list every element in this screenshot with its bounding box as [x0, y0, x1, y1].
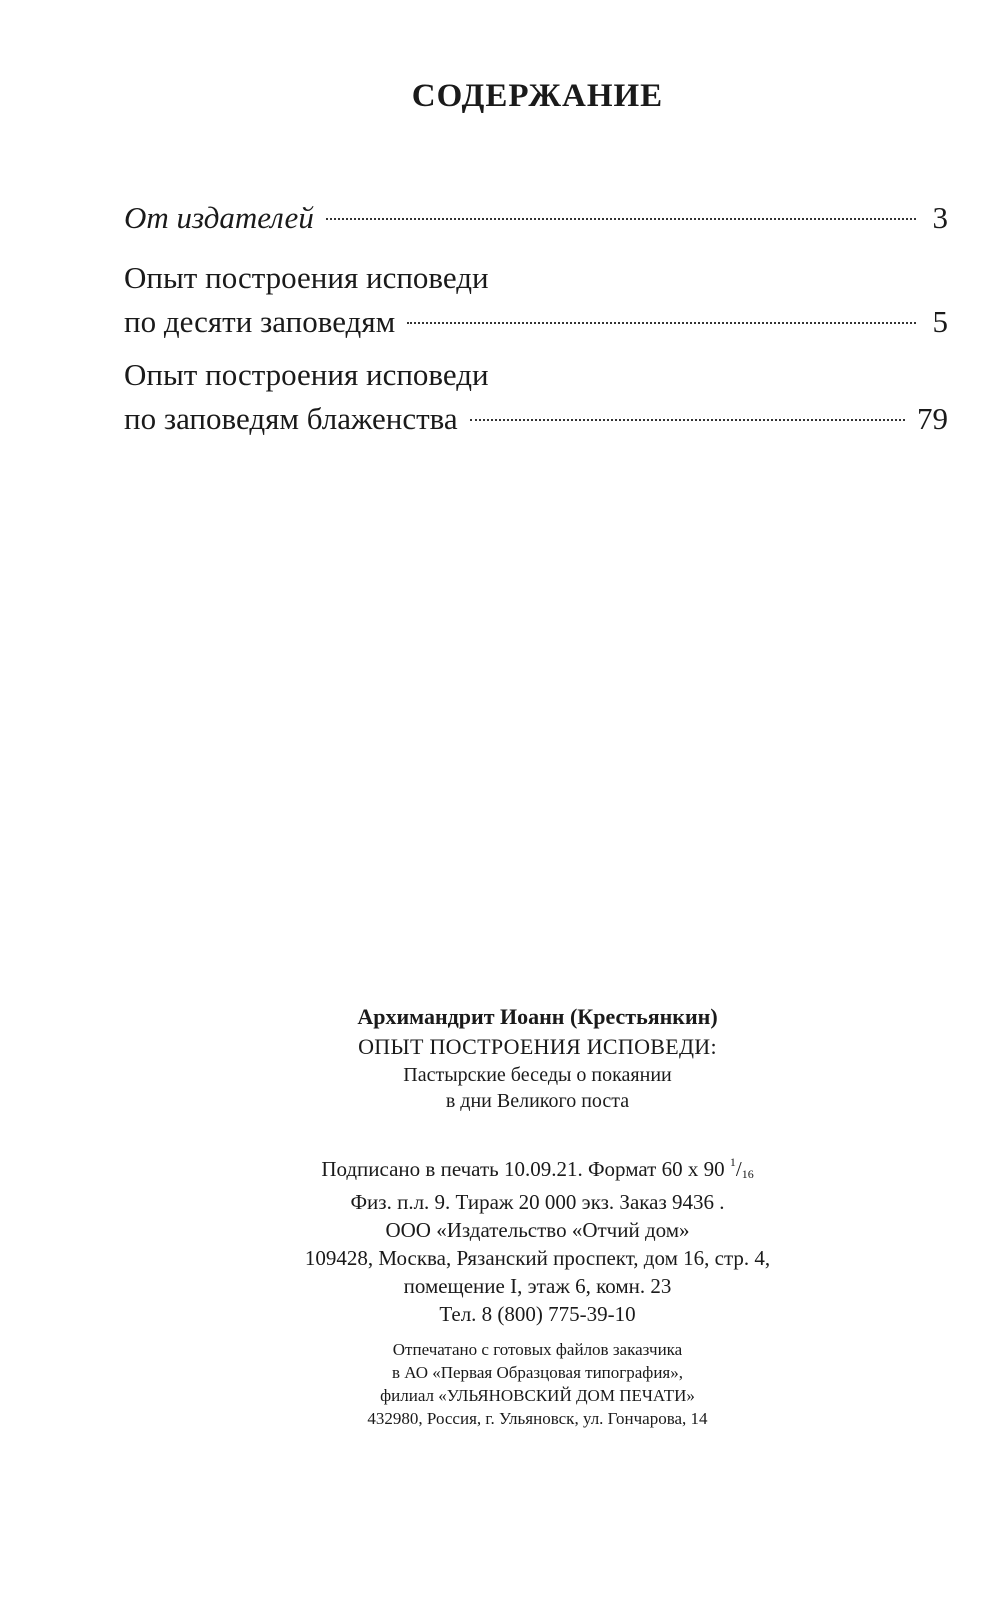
colophon-signed-format — [0, 1148, 1000, 1188]
format-fraction-numerator: 1 — [729, 1155, 736, 1169]
colophon-printer — [0, 1338, 1000, 1430]
toc-page-number: 3 — [932, 200, 948, 235]
toc-entry-ten-commandments — [124, 256, 948, 344]
toc-entry-title-line-2: по заповедям блаженства — [124, 401, 458, 436]
toc-entry-title: От издателей — [124, 200, 314, 235]
toc-leader-dots — [407, 322, 916, 324]
colophon-print-run: Физ. п.л. 9. Тираж 20 000 экз. Заказ 9436 . — [350, 1190, 725, 1214]
colophon-address-1: 109428, Москва, Рязанский проспект, дом 16, стр. 4, — [304, 1246, 771, 1270]
colophon-imprint — [0, 1148, 1000, 1328]
toc-leader-dots — [326, 218, 916, 220]
format-fraction-denominator: 16 — [741, 1167, 754, 1181]
toc-page-number: 79 — [917, 401, 948, 436]
toc-page-number: 5 — [932, 304, 948, 339]
colophon-signed: Подписано в печать 10.09.21. Формат 60 x 90 — [321, 1157, 725, 1181]
colophon-printer-4: 432980, Россия, г. Ульяновск, ул. Гончарова, 14 — [367, 1409, 708, 1428]
colophon-publisher: ООО «Издательство «Отчий дом» — [385, 1218, 690, 1242]
colophon-printer-3: филиал «УЛЬЯНОВСКИЙ ДОМ ПЕЧАТИ» — [380, 1386, 695, 1405]
toc-entry-line — [124, 300, 948, 344]
colophon-printer-1: Отпечатано с готовых файлов заказчика — [392, 1340, 683, 1359]
toc-entry-title-line-2: по десяти заповедям — [124, 304, 396, 339]
colophon-address-2: помещение I, этаж 6, комн. 23 — [403, 1274, 672, 1298]
colophon-book-title: ОПЫТ ПОСТРОЕНИЯ ИСПОВЕДИ: — [358, 1034, 717, 1059]
colophon-author: Архимандрит Иоанн (Крестьянкин) — [357, 1004, 718, 1029]
colophon-subtitle-2: в дни Великого поста — [445, 1090, 630, 1112]
toc-entry-beatitudes — [124, 353, 948, 441]
toc-entry-title-line-1: Опыт построения исповеди — [124, 357, 489, 392]
toc-leader-dots — [470, 419, 905, 421]
toc-entry-title-line-1: Опыт построения исповеди — [124, 260, 489, 295]
toc-entry-line — [124, 397, 948, 441]
toc-entry-line — [124, 196, 948, 240]
toc-entry-from-publishers — [124, 196, 948, 240]
format-fraction-separator: / — [735, 1157, 742, 1181]
toc-title: СОДЕРЖАНИЕ — [411, 78, 664, 114]
colophon-book-info — [0, 1002, 1000, 1114]
colophon-subtitle-1: Пастырские беседы о покаянии — [403, 1064, 672, 1086]
colophon-printer-2: в АО «Первая Образцовая типография», — [391, 1363, 683, 1382]
colophon-phone: Тел. 8 (800) 775-39-10 — [439, 1302, 636, 1326]
